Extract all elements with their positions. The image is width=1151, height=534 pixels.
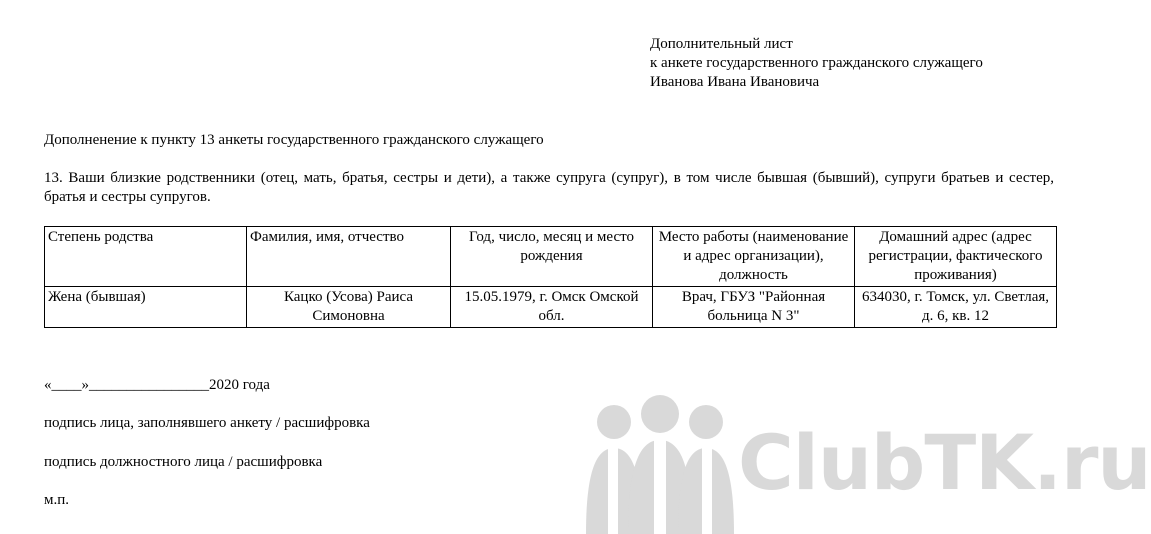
document-header: [650, 35, 983, 92]
people-group-icon: [580, 398, 740, 534]
header-full-name: Фамилия, имя, отчество: [247, 227, 451, 287]
supplement-title: Дополненение к пункту 13 анкеты государственного гражданского служащего: [44, 132, 544, 148]
header-line-3: Иванова Ивана Ивановича: [650, 74, 820, 90]
header-line-2: к анкете государственного гражданского служащего: [650, 55, 983, 71]
table-row: [45, 287, 1057, 328]
header-line-1: Дополнительный лист: [650, 36, 793, 52]
cell-full-name: Кацко (Усова) Раиса Симоновна: [247, 287, 451, 328]
header-relation: Степень родства: [45, 227, 247, 287]
date-line: «____»________________2020 года: [44, 377, 270, 393]
signature-filler-line: подпись лица, заполнявшего анкету / расшифровка: [44, 415, 370, 431]
table-header-row: [45, 227, 1057, 287]
watermark: [580, 398, 1151, 534]
header-address: Домашний адрес (адрес регистрации, фактического проживания): [855, 227, 1057, 287]
stamp-place: м.п.: [44, 492, 70, 508]
cell-address: 634030, г. Томск, ул. Светлая, д. 6, кв. 12: [855, 287, 1057, 328]
cell-birth: 15.05.1979, г. Омск Омской обл.: [451, 287, 653, 328]
header-birth: Год, число, месяц и место рождения: [451, 227, 653, 287]
signature-official-line: подпись должностного лица / расшифровка: [44, 454, 323, 470]
relatives-table: [44, 226, 1057, 328]
header-workplace: Место работы (наименование и адрес организации), должность: [653, 227, 855, 287]
cell-workplace: Врач, ГБУЗ "Районная больница N 3": [653, 287, 855, 328]
cell-relation: Жена (бывшая): [45, 287, 247, 328]
watermark-text: ClubTK.ru: [738, 418, 1151, 507]
question-13-text: 13. Ваши близкие родственники (отец, мать, братья, сестры и дети), а также супруга (супруг), в том числе бывшая (бывший), супруги братьев и сестер, братья и сестры супругов.: [44, 170, 1054, 205]
